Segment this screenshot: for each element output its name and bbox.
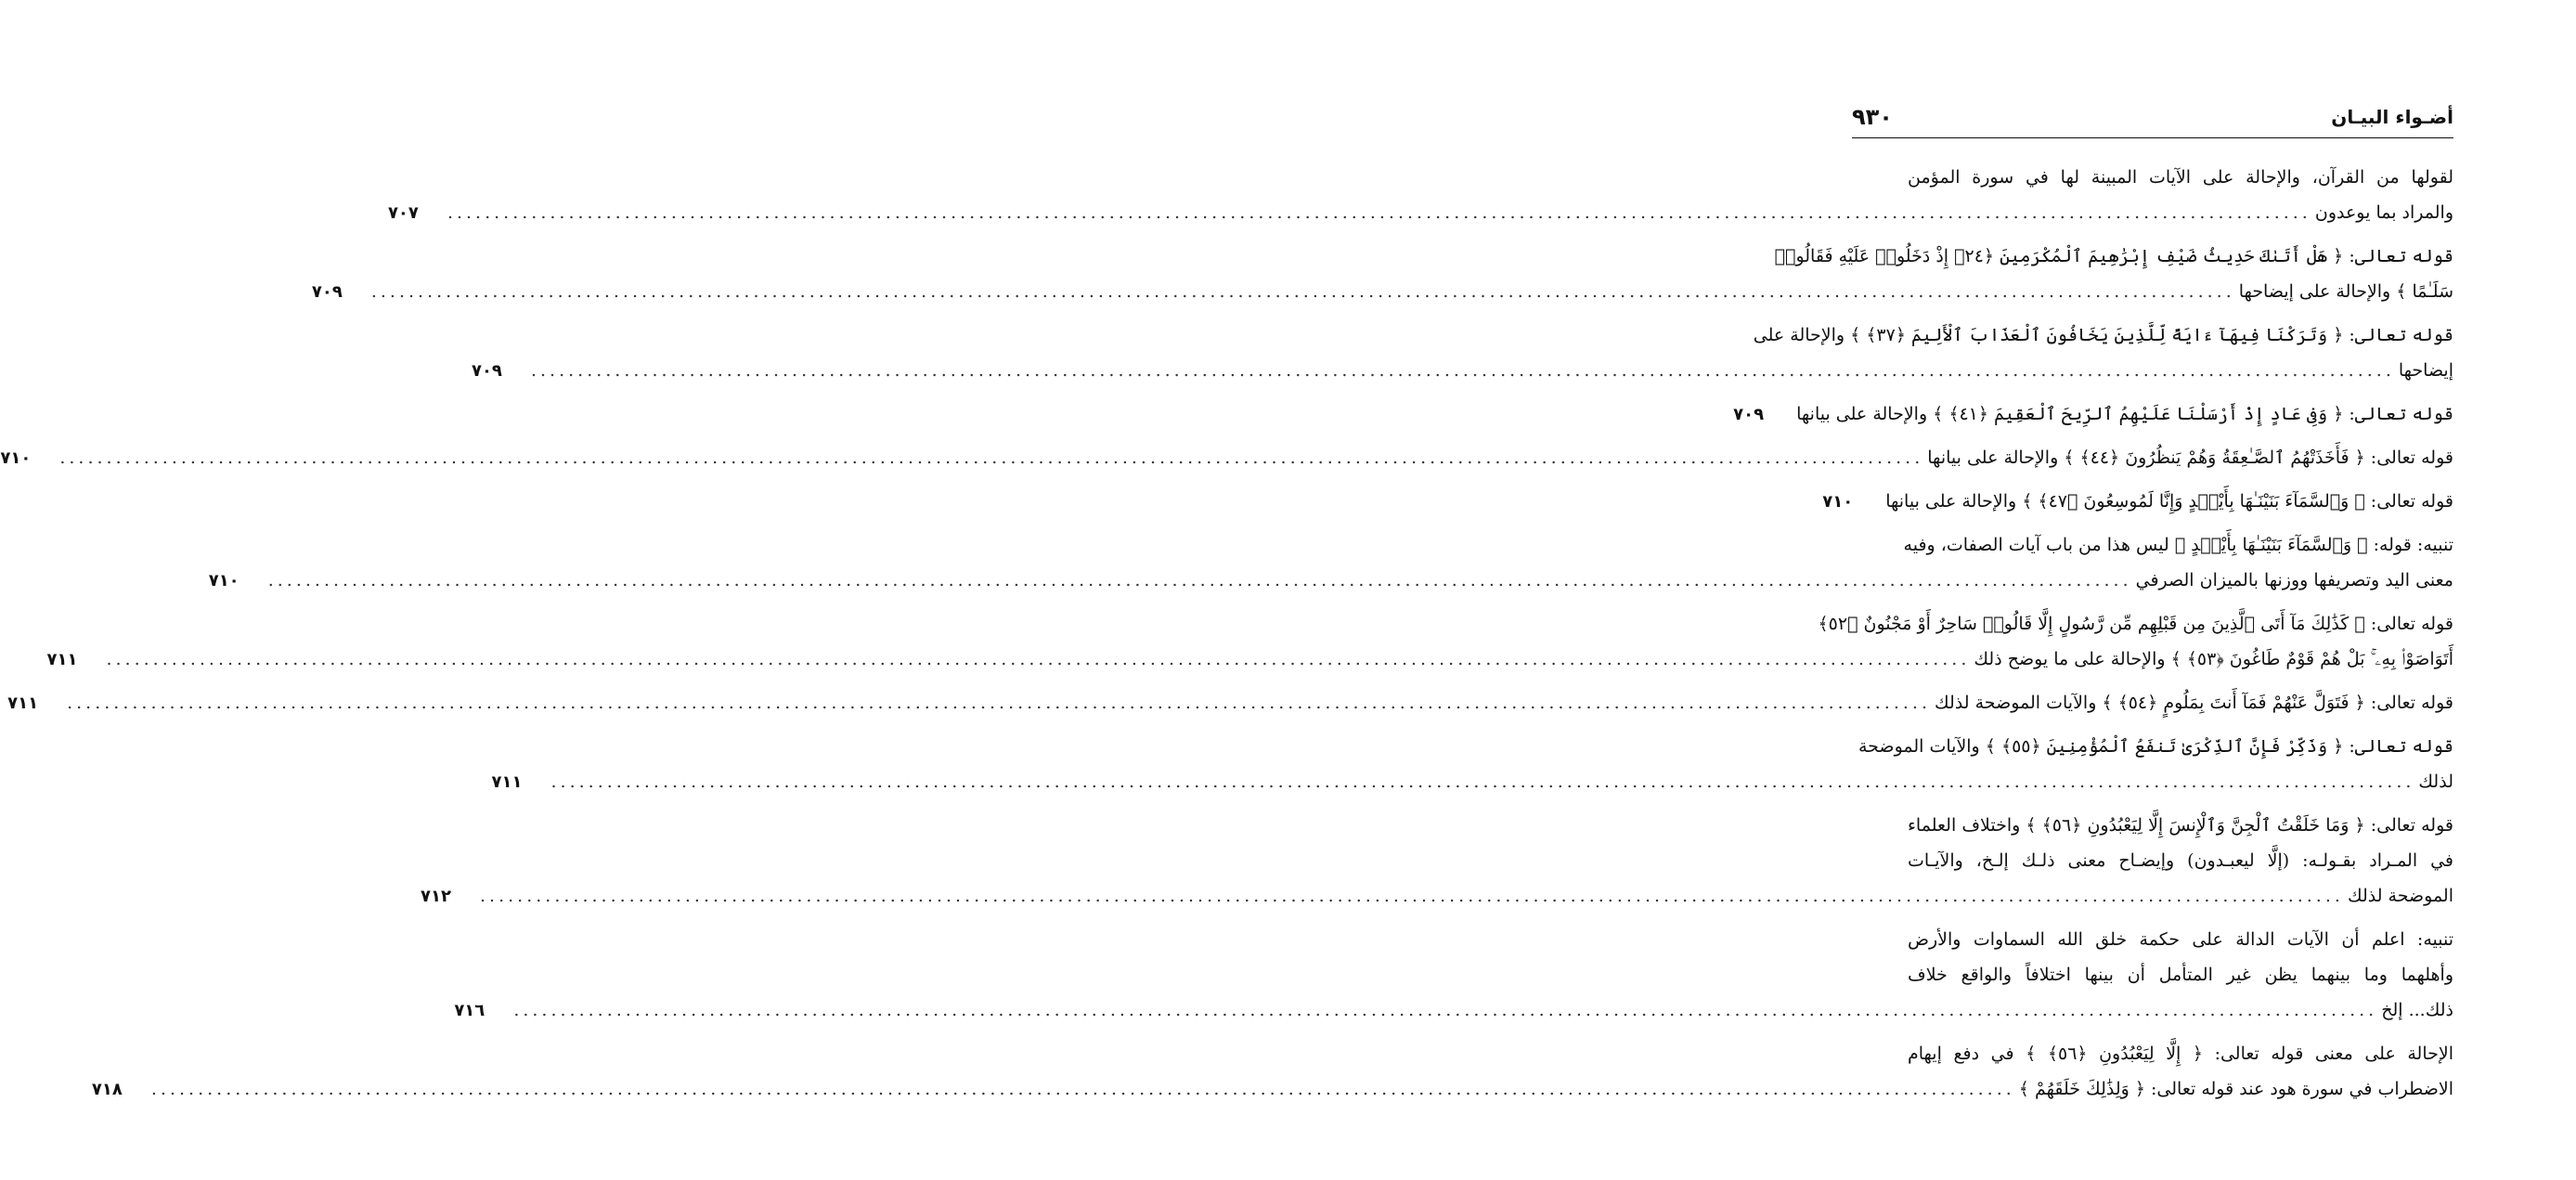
entry-final-line: [471, 353, 2453, 389]
entry-text: معنى اليد وتصريفها ووزنها بالميزان الصرفي: [2135, 570, 2453, 590]
dot-leader: ........................................................................................................................................................................................................: [530, 360, 2395, 381]
index-entry: [387, 160, 2453, 231]
page-number: ٩٣٠: [1852, 104, 1893, 130]
entry-final-line: [1733, 396, 2453, 433]
index-entry: [91, 1036, 2453, 1108]
book-title: أضـواء البيـان: [2331, 106, 2453, 128]
entry-text: الإحالة على معنى قوله تعالى: ﴿ إِلَّا لِيَعْبُدُونِ ﴿٥٦﴾ ﴾ في دفع إيهام: [1908, 1044, 2453, 1064]
index-entry: [311, 239, 2453, 310]
entry-page-number: ٧١٠: [0, 448, 32, 468]
entry-final-line: [387, 195, 2453, 231]
dot-leader: ........................................................................................................................................................................................................: [370, 281, 2235, 302]
index-entry: [46, 606, 2453, 678]
index-entry: [1822, 484, 2453, 520]
entry-text: قوله تعالى: ﴿ وَتَرَكْنَا فِيهَآ ءَايَةً لِّلَّذِينَ يَخَافُونَ ٱلْعَذَابَ ٱلْأَلِيمَ ﴿٣٧﴾ ﴾ والإحالة على: [1753, 325, 2453, 345]
entry-text: لذلك: [2418, 772, 2453, 792]
entry-page-number: ٧٠٩: [471, 361, 502, 381]
dot-leader: ........................................................................................................................................................................................................: [59, 447, 1924, 468]
dot-leader: ........................................................................................................................................................................................................: [513, 1000, 2378, 1020]
entry-text: لقولها من القرآن، والإحالة على الآيات المبينة لها في سورة المؤمن: [1908, 167, 2453, 188]
index-entry: [471, 318, 2453, 389]
index-entry: [1733, 396, 2453, 433]
entry-page-number: ٧٠٩: [1733, 405, 1765, 424]
entry-page-number: ٧٠٩: [311, 282, 343, 302]
dot-leader: ........................................................................................................................................................................................................: [150, 1079, 2015, 1099]
entry-final-line: [491, 764, 2453, 800]
entry-final-line: [1822, 484, 2453, 520]
entry-final-line: [421, 878, 2453, 914]
entry-text: قوله تعالى: ﴿ وَمَا خَلَقْتُ ٱلْجِنَّ وَٱلْإِنسَ إِلَّا لِيَعْبُدُونِ ﴿٥٦﴾ ﴾ واختلاف العلماء: [1908, 815, 2453, 836]
entry-final-line: [208, 563, 2453, 599]
index-entries: [0, 160, 2453, 1115]
entry-text: وأهلهما وما بينهما يظن غير المتأمل أن بينها اختلافاً والواقع خلاف: [1908, 965, 2453, 985]
index-entry: [7, 685, 2453, 721]
entry-page-number: ٧١٨: [91, 1080, 123, 1099]
entry-text: قوله تعالى: ﴿ هَلْ أَتَىٰكَ حَدِيثُ ضَيْفِ إِبْرَٰهِيمَ ٱلْمُكْرَمِينَ ﴿٢٤﴾ إِذْ دَخَلُوا۟ عَلَيْهِ فَقَالُوا۟: [1774, 246, 2453, 266]
entry-text: قوله تعالى: ﴿ وَٱلسَّمَآءَ بَنَيْنَـٰهَا بِأَيْي۟دٍ وَإِنَّا لَمُوسِعُونَ ﴿٤٧﴾ ﴾ والإحالة على بيانها: [1885, 491, 2453, 512]
dot-leader: ........................................................................................................................................................................................................: [447, 202, 2311, 223]
entry-final-line: [91, 1071, 2453, 1108]
entry-final-line: [7, 685, 2453, 721]
index-entry: [0, 440, 2453, 476]
entry-text: قوله تعالى: ﴿ وَفِى عَادٍ إِذْ أَرْسَلْنَا عَلَيْهِمُ ٱلرِّيحَ ٱلْعَقِيمَ ﴿٤١﴾ ﴾ والإحالة على بيانها: [1796, 404, 2453, 424]
entry-text: تنبيه: قوله: ﴿ وَٱلسَّمَآءَ بَنَيْنَـٰهَا بِأَيْي۟دٍ ﴾ ليس هذا من باب آيات الصفات، وفيه: [1903, 535, 2453, 555]
entry-final-line: [0, 440, 2453, 476]
entry-text: الاضطراب في سورة هود عند قوله تعالى: ﴿ وَلِذَٰلِكَ خَلَقَهُمْ ﴾: [2018, 1079, 2453, 1099]
index-entry: [421, 808, 2453, 914]
entry-page-number: ٧١٠: [208, 571, 239, 590]
entry-text: والمراد بما يوعدون: [2314, 202, 2453, 223]
dot-leader: ........................................................................................................................................................................................................: [106, 649, 1971, 669]
entry-text: تنبيه: اعلم أن الآيات الدالة على حكمة خلق الله السماوات والأرض: [1908, 929, 2453, 950]
page-header: [1852, 100, 2453, 138]
entry-text: ذلك... إلخ: [2381, 1000, 2453, 1020]
dot-leader: ........................................................................................................................................................................................................: [480, 886, 2344, 906]
entry-final-line: [311, 274, 2453, 310]
entry-page-number: ٧١٢: [421, 887, 451, 906]
index-entry: [208, 527, 2453, 599]
entry-final-line: [454, 992, 2453, 1029]
dot-leader: ........................................................................................................................................................................................................: [67, 693, 1932, 713]
index-entry: [454, 922, 2453, 1029]
entry-text: قوله تعالى: ﴿ فَتَوَلَّ عَنْهُمْ فَمَآ أَنتَ بِمَلُومٍ ﴿٥٤﴾ ﴾ والآيات الموضحة لذلك: [1935, 693, 2453, 713]
entry-text: سَلَـٰمًا ﴾ والإحالة على إيضاحها: [2238, 281, 2453, 302]
entry-page-number: ٧١٦: [454, 1001, 485, 1020]
entry-page-number: ٧١١: [46, 650, 78, 669]
entry-text: إيضاحها: [2398, 360, 2453, 381]
entry-text: أَتَوَاصَوْا۟ بِهِۦ ۚ بَلْ هُمْ قَوْمٌ طَاغُونَ ﴿٥٣﴾ ﴾ والإحالة على ما يوضح ذلك: [1974, 649, 2453, 669]
entry-page-number: ٧١٠: [1822, 492, 1854, 512]
entry-text: قوله تعالى: ﴿ وَذَكِّرْ فَإِنَّ ٱلذِّكْرَىٰ تَنفَعُ ٱلْمُؤْمِنِينَ ﴿٥٥﴾ ﴾ والآيات الموضحة: [1858, 736, 2453, 757]
entry-page-number: ٧١١: [491, 772, 523, 792]
entry-text: في المـراد بقـولـه: (إلَّا ليعبـدون) وإيضـاح معنى ذلـك إلـخ، والآيـات: [1908, 850, 2453, 871]
entry-page-number: ٧١١: [7, 694, 39, 713]
entry-text: قوله تعالى: ﴿ كَذَٰلِكَ مَآ أَتَى ٱلَّذِينَ مِن قَبْلِهِم مِّن رَّسُولٍ إِلَّا قَالُوا۟ سَاحِرٌ أَوْ مَجْنُونٌ ﴿٥٢﴾: [1818, 614, 2453, 634]
dot-leader: ........................................................................................................................................................................................................: [550, 772, 2415, 792]
entry-text: الموضحة لذلك: [2347, 886, 2453, 906]
entry-page-number: ٧٠٧: [387, 203, 419, 223]
dot-leader: ........................................................................................................................................................................................................: [267, 570, 2132, 590]
entry-text: قوله تعالى: ﴿ فَأَخَذَتْهُمُ ٱلصَّـٰعِقَةُ وَهُمْ يَنظُرُونَ ﴿٤٤﴾ ﴾ والإحالة على بيانها: [1927, 447, 2453, 468]
entry-final-line: [46, 642, 2453, 678]
index-entry: [491, 729, 2453, 800]
